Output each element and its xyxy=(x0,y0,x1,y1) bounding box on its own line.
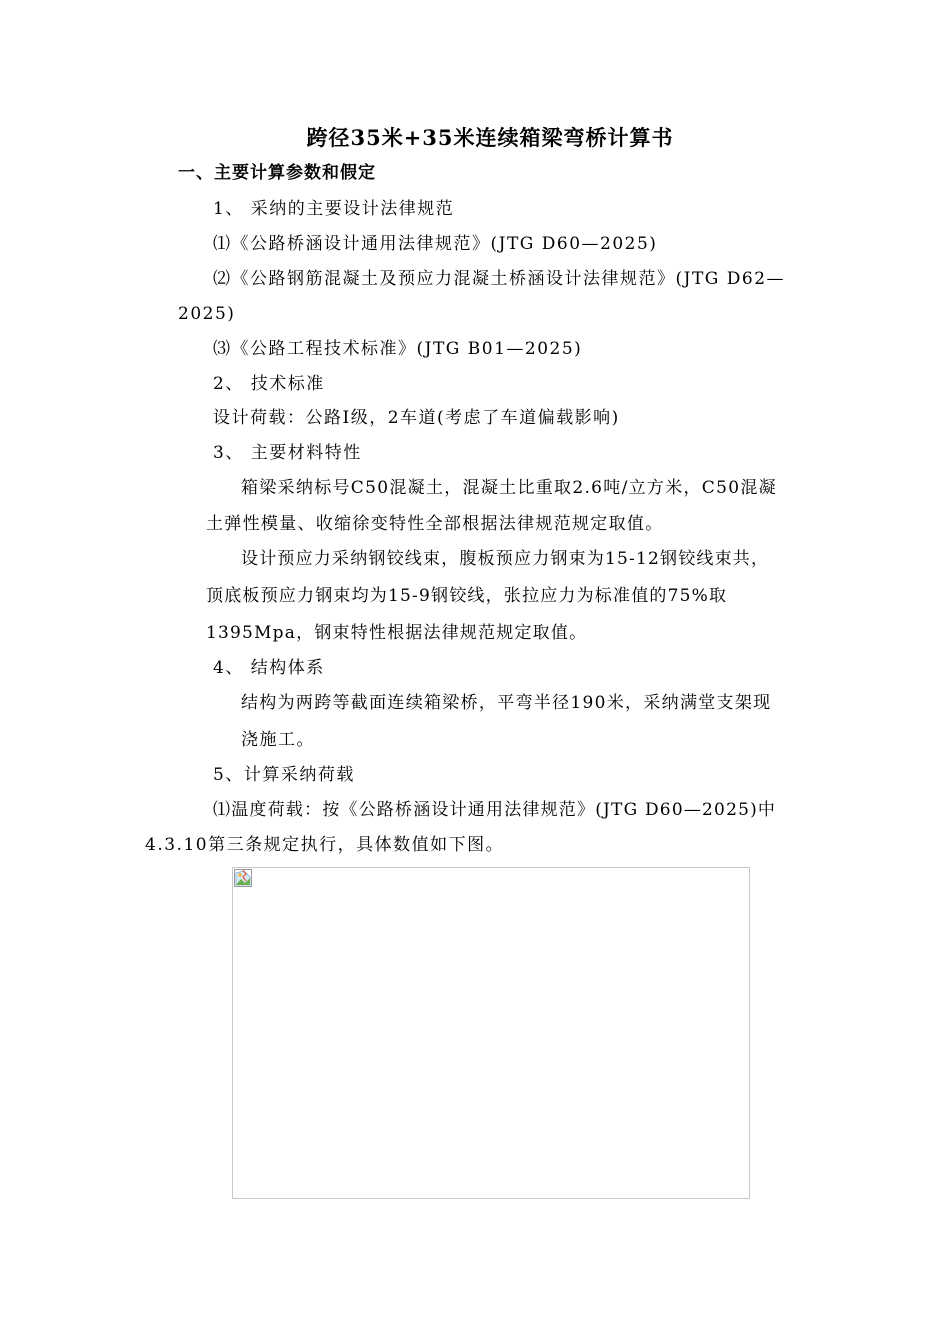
material-paragraph-2: 设计预应力采纳钢铰线束，腹板预应力钢束为15-12钢铰线束共， xyxy=(241,549,770,569)
spec-item-1: ⑴《公路桥涵设计通用法律规范》(JTG D60—2025) xyxy=(213,234,658,254)
material-paragraph-2-cont: 顶底板预应力钢束均为15-9钢铰线，张拉应力为标准值的75%取 xyxy=(206,586,728,606)
section-heading: 一、主要计算参数和假定 xyxy=(178,163,376,183)
temperature-load-text: ⑴温度荷载：按《公路桥涵设计通用法律规范》(JTG D60—2025)中 xyxy=(213,800,777,820)
item-heading-standards: 2、 技术标准 xyxy=(213,374,325,394)
spec-item-2-cont: 2025) xyxy=(178,304,236,324)
temperature-load-text-cont: 4.3.10第三条规定执行，具体数值如下图。 xyxy=(145,835,505,855)
broken-image-icon xyxy=(234,869,252,887)
item-heading-loads: 5、计算采纳荷载 xyxy=(213,765,355,785)
material-paragraph-1: 箱梁采纳标号C50混凝土，混凝土比重取2.6吨/立方米，C50混凝 xyxy=(241,478,777,498)
spec-item-2: ⑵《公路钢筋混凝土及预应力混凝土桥涵设计法律规范》(JTG D62— xyxy=(213,269,786,289)
temperature-figure-placeholder xyxy=(232,867,750,1199)
structure-text: 结构为两跨等截面连续箱梁桥，平弯半径190米，采纳满堂支架现 xyxy=(241,693,772,713)
item-heading-materials: 3、 主要材料特性 xyxy=(213,443,362,463)
material-paragraph-2-end: 1395Mpa，钢束特性根据法律规范规定取值。 xyxy=(206,623,588,643)
item-heading-structure: 4、 结构体系 xyxy=(213,658,325,678)
document-title: 跨径35米+35米连续箱梁弯桥计算书 xyxy=(306,125,674,150)
structure-text-cont: 浇施工。 xyxy=(241,730,315,750)
item-heading-specs: 1、 采纳的主要设计法律规范 xyxy=(213,199,455,219)
design-load-text: 设计荷载：公路I级，2车道(考虑了车道偏载影响) xyxy=(213,408,620,428)
material-paragraph-1-cont: 土弹性模量、收缩徐变特性全部根据法律规范规定取值。 xyxy=(206,514,664,534)
spec-item-3: ⑶《公路工程技术标准》(JTG B01—2025) xyxy=(213,339,583,359)
